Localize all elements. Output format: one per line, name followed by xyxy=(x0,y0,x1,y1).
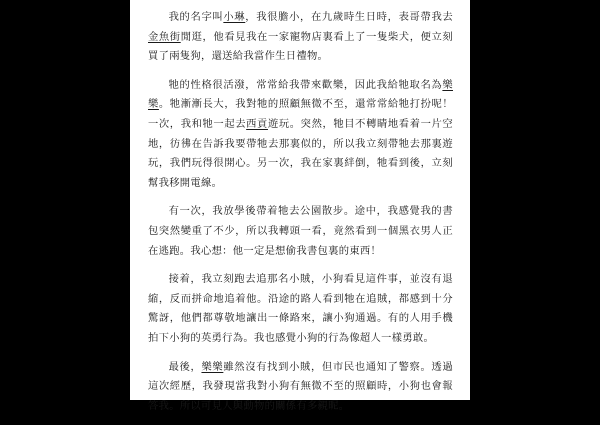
p1-text-3: 閒逛，他看見我在一家寵物店裏看上了一隻柴犬，便立刻買了兩隻狗，還送給我當作生日禮物。 xyxy=(148,30,454,63)
p1-text-1: 我的名字叫 xyxy=(168,11,224,23)
essay-body xyxy=(148,8,453,425)
paragraph-3 xyxy=(148,202,453,261)
p2-text-2: 。牠漸漸長大，我對牠的照顧無微不至，還常常給牠打扮呢！一次，我和牠一起去 xyxy=(148,98,453,130)
paragraph-4 xyxy=(148,270,453,348)
paragraph-1 xyxy=(148,8,453,67)
name-lele-2: 樂樂 xyxy=(201,360,224,373)
paragraph-2 xyxy=(148,76,453,194)
paragraph-5 xyxy=(148,358,453,417)
p4-text-1: 接着，我立刻跑去追那名小賊，小狗看見這件事，並沒有退縮，反而拼命地追着他。沿途的路人看到牠在追賊，都感到十分驚訝，他們都尊敬地讓出一條路來，讓小狗通過。有的人用手機拍下小狗的英勇行為。我也感覺小狗的行為像超人一樣勇敢。 xyxy=(148,273,453,344)
p3-text-1: 有一次，我放學後帶着牠去公園散步。途中，我感覺我的書包突然變重了不少，所以我轉頭一看，竟然看到一個黑衣男人正在逃跑。我心想：他一定是想偷我書包裏的東西！ xyxy=(148,205,453,257)
name-xiaolin: 小琳 xyxy=(223,11,246,23)
document-page xyxy=(130,0,470,412)
p2-text-1: 牠的性格很活潑，常常給我帶來歡樂，因此我給牠取名為 xyxy=(168,78,443,91)
place-goldfish-street: 金魚街 xyxy=(148,30,181,43)
place-sai-kung: 西貢 xyxy=(246,117,268,130)
p5-text-2: 雖然沒有找到小賊，但市民也通知了警察。透過這次經歷，我發現當我對小狗有無微不至的照顧時，小狗也會報答我。所以可見人與動物的關係有多親昵。 xyxy=(148,360,453,412)
p1-text-2: ，我很膽小，在九歲時生日時，表哥帶我去 xyxy=(245,11,453,23)
name-lele: 樂樂 xyxy=(148,78,453,111)
p5-text-1: 最後， xyxy=(168,360,202,373)
p2-text-3: 遊玩。突然，牠目不轉睛地看着一片空地，彷彿在告訴我要帶牠去那裏似的，所以我立刻帶牠去那裏遊玩，我們玩得很開心。另一次，我在家裏絆倒，牠看到後，立刻幫我移開電線。 xyxy=(148,117,453,189)
